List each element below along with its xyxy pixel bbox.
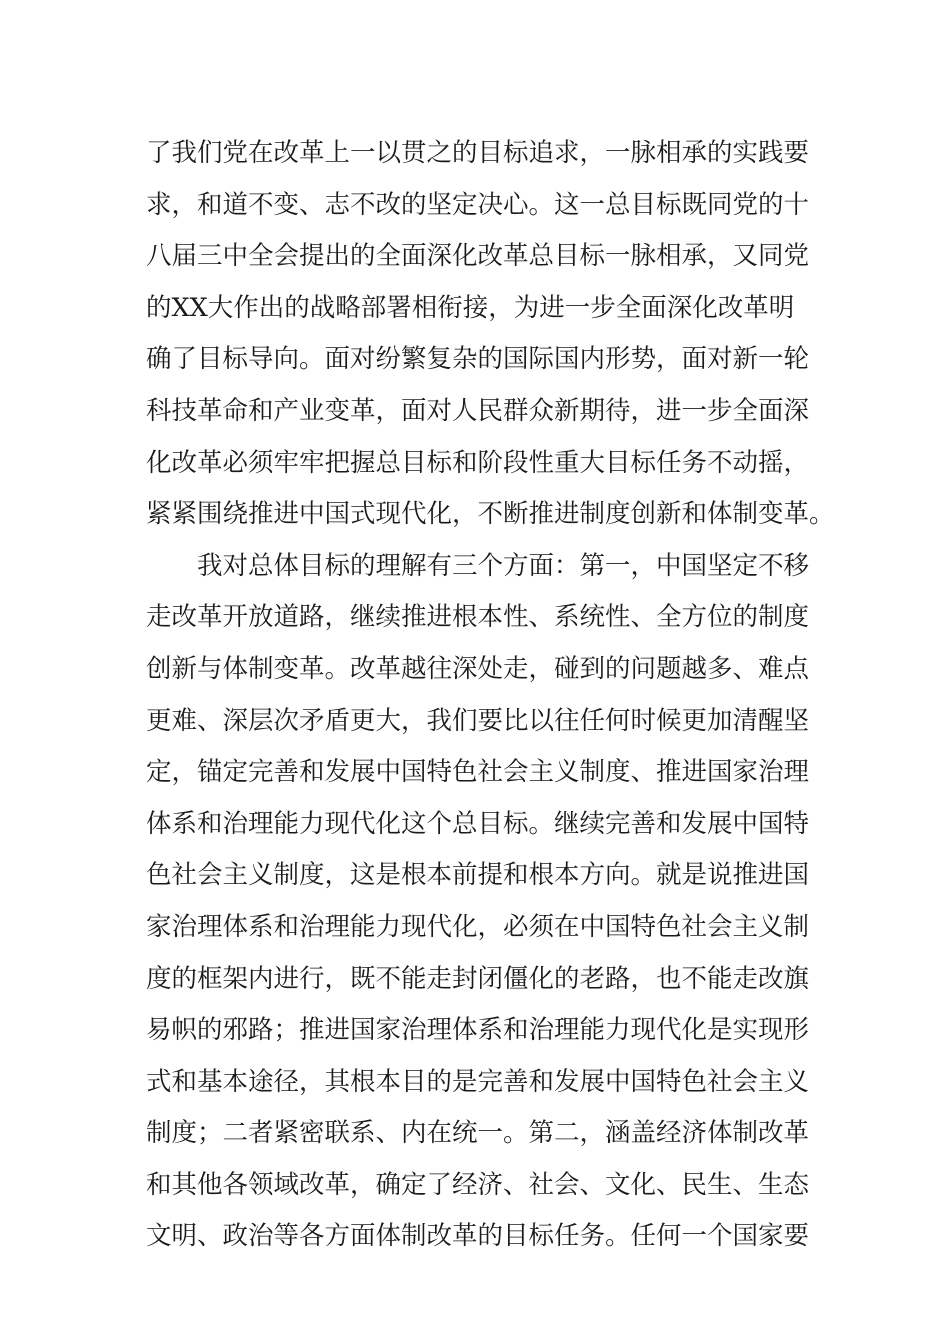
text-line: 体系和治理能力现代化这个总目标。继续完善和发展中国特 [146,808,810,839]
text-line: 走改革开放道路，继续推进根本性、系统性、全方位的制度 [146,602,810,633]
body-text [146,128,835,1263]
paragraph-start-line: 我对总体目标的理解有三个方面：第一，中国坚定不移 [197,550,810,581]
text-line: 科技革命和产业变革，面对人民群众新期待，进一步全面深 [146,395,810,426]
text-line: 式和基本途径，其根本目的是完善和发展中国特色社会主义 [146,1066,810,1097]
text-line: 定，锚定完善和发展中国特色社会主义制度、推进国家治理 [146,757,810,788]
text-line: 制度；二者紧密联系、内在统一。第二，涵盖经济体制改革 [146,1118,810,1149]
text-line: 易帜的邪路；推进国家治理体系和治理能力现代化是实现形 [146,1015,810,1046]
text-line: 色社会主义制度，这是根本前提和根本方向。就是说推进国 [146,860,810,891]
text-line: 确了目标导向。面对纷繁复杂的国际国内形势，面对新一轮 [146,344,810,375]
text-line: 度的框架内进行，既不能走封闭僵化的老路，也不能走改旗 [146,963,810,994]
text-line: 更难、深层次矛盾更大，我们要比以往任何时候更加清醒坚 [146,705,810,736]
text-line: 文明、政治等各方面体制改革的目标任务。任何一个国家要 [146,1221,810,1252]
text-line: 家治理体系和治理能力现代化，必须在中国特色社会主义制 [146,911,810,942]
text-line: 求，和道不变、志不改的坚定决心。这一总目标既同党的十 [146,189,810,220]
text-line: 化改革必须牢牢把握总目标和阶段性重大目标任务不动摇， [146,447,810,478]
text-line: 八届三中全会提出的全面深化改革总目标一脉相承，又同党 [146,241,810,272]
text-line: 创新与体制变革。改革越往深处走，碰到的问题越多、难点 [146,653,810,684]
text-line: 的XX大作出的战略部署相衔接，为进一步全面深化改革明 [146,292,795,323]
text-line: 和其他各领域改革，确定了经济、社会、文化、民生、生态 [146,1169,810,1200]
text-line: 了我们党在改革上一以贯之的目标追求，一脉相承的实践要 [146,138,810,168]
text-line: 紧紧围绕推进中国式现代化，不断推进制度创新和体制变革。 [146,499,835,530]
